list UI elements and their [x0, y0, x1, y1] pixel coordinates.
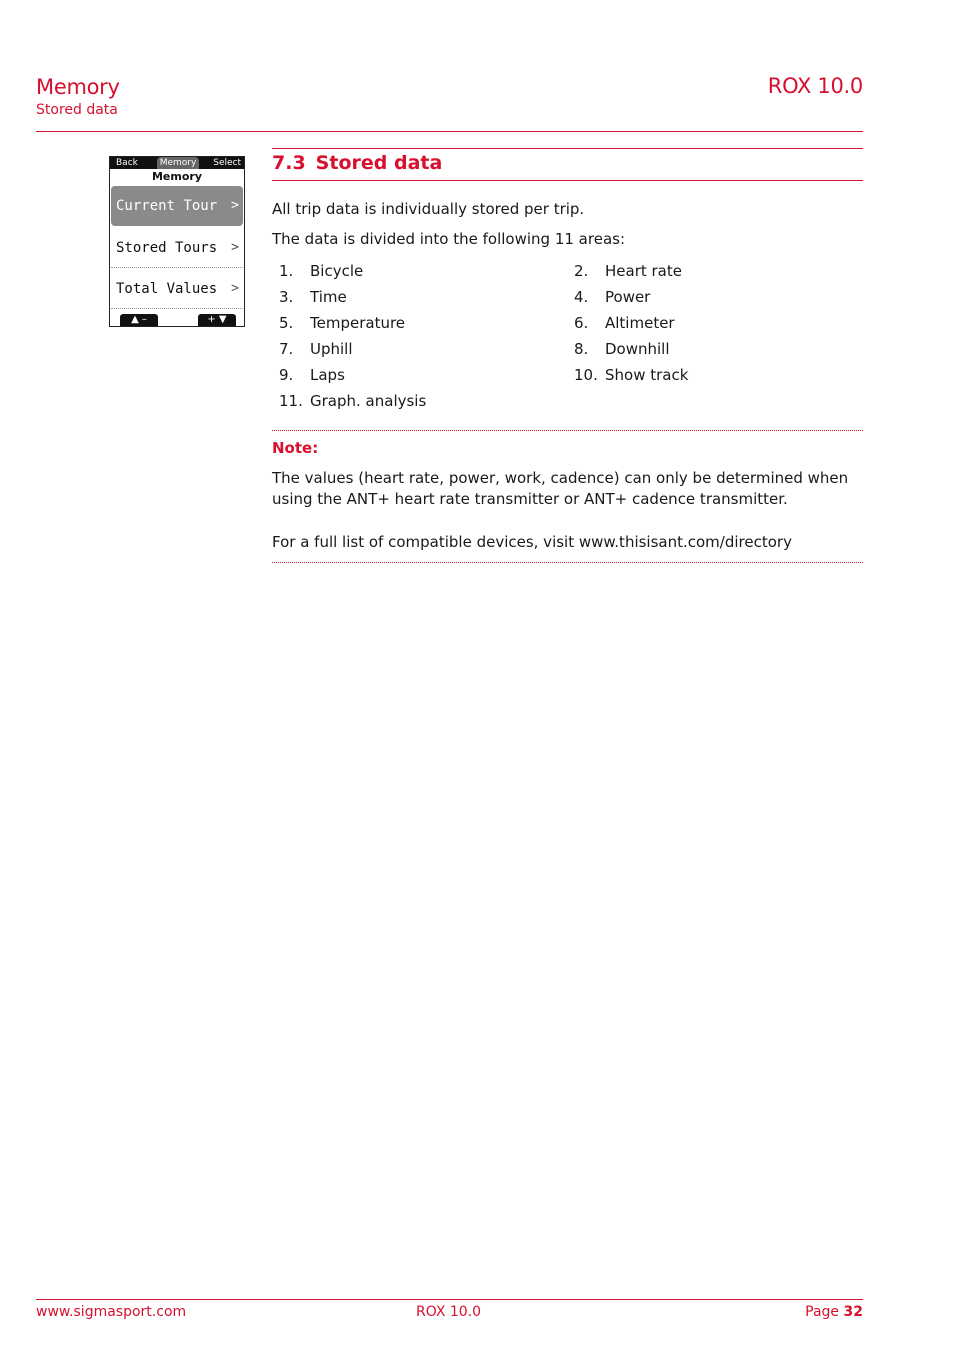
note-label: Note: — [272, 439, 319, 457]
list-item: 11. Graph. analysis — [279, 392, 427, 410]
device-menu-item-current-tour — [111, 186, 243, 226]
device-plus-down-button: + ▼ — [198, 314, 236, 326]
footer-page-number: Page 32 — [805, 1304, 863, 1320]
section-rule-bottom — [272, 180, 863, 181]
header-rule — [36, 131, 863, 132]
intro-paragraph: The data is divided into the following 11 areas: — [272, 230, 626, 248]
section-rule-top — [272, 148, 863, 149]
footer-product: ROX 10.0 — [416, 1304, 482, 1320]
device-select-button: Select — [213, 158, 241, 168]
note-text: The values (heart rate, power, work, cadence) can only be determined when using the ANT+ heart rate transmitter or ANT+ cadence transmitter. — [272, 469, 849, 508]
chevron-right-icon: > — [231, 240, 239, 255]
section-heading — [272, 152, 442, 174]
device-back-button: Back — [116, 158, 138, 168]
list-item: 10. Show track — [574, 366, 689, 384]
list-item: 6. Altimeter — [574, 314, 675, 332]
device-menu-item-label: Total Values — [116, 281, 218, 297]
note-divider-bottom — [272, 562, 863, 563]
chapter-title: Memory — [36, 75, 120, 99]
list-item: 2. Heart rate — [574, 262, 682, 280]
list-item: 7. Uphill — [279, 340, 353, 358]
list-item: 5. Temperature — [279, 314, 406, 332]
device-menu-item-total-values — [111, 269, 243, 309]
chevron-right-icon: > — [231, 281, 239, 296]
device-bottom-bar — [110, 313, 244, 326]
section-number: 7.3 — [272, 152, 306, 174]
list-item: 4. Power — [574, 288, 651, 306]
device-menu-item-label: Current Tour — [116, 198, 218, 214]
footer-rule — [36, 1299, 863, 1300]
device-menu-title: Memory — [151, 170, 203, 183]
product-name: ROX 10.0 — [767, 74, 863, 98]
list-item: 9. Laps — [279, 366, 345, 384]
list-item: 3. Time — [279, 288, 347, 306]
note-divider-top — [272, 430, 863, 431]
chapter-subtitle: Stored data — [36, 102, 118, 118]
device-menu-item-stored-tours — [111, 228, 243, 268]
device-menu-item-label: Stored Tours — [116, 240, 218, 256]
device-memory-tab: Memory — [157, 157, 199, 169]
footer-website-link[interactable]: www.sigmasport.com — [36, 1304, 187, 1320]
device-screen — [109, 156, 245, 327]
intro-paragraph: All trip data is individually stored per trip. — [272, 200, 585, 218]
list-item: 8. Downhill — [574, 340, 670, 358]
note-link-text: For a full list of compatible devices, visit www.thisisant.com/directory — [272, 533, 792, 551]
device-up-minus-button: ▲ – — [120, 314, 158, 326]
chevron-right-icon: > — [231, 198, 239, 213]
device-top-bar — [110, 157, 244, 169]
section-title: Stored data — [315, 152, 443, 174]
list-item: 1. Bicycle — [279, 262, 364, 280]
